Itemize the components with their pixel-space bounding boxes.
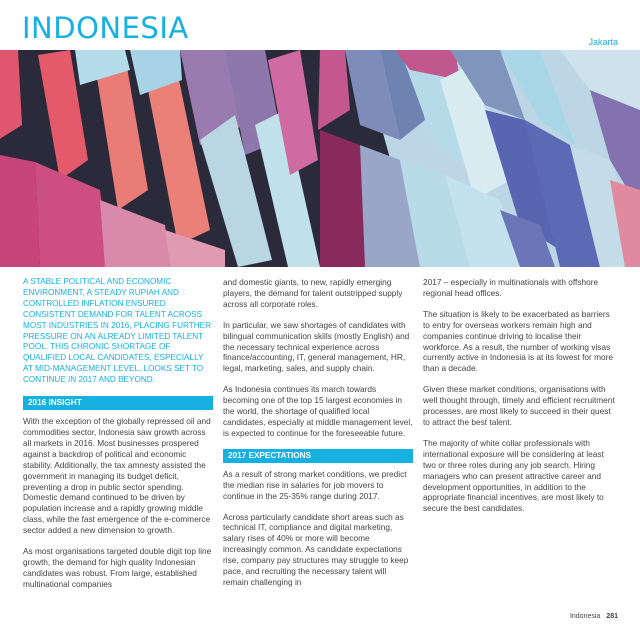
body-paragraph: Given these market conditions, organisations with well thought through, timely and efficient recruitment processes, are most likely to succeed in their quest to attract the best talent. <box>423 384 615 427</box>
body-paragraph: Across particularly candidate short areas such as technical IT, compliance and digital marketing, salary rises of 40% or more will become increasingly common. As candidate expectations rise, company pay structures may struggle to keep pace, and recruiting the necessary talent will remain challenging in <box>223 511 409 587</box>
lead-paragraph: A STABLE POLITICAL AND ECONOMIC ENVIRONMENT, A STEADY RUPIAH AND CONTROLLED INFLATION ENSURED CONSISTENT DEMAND FOR TALENT ACROSS MOST INDUSTRIES IN 2016, PLACING FURTHER PRESSURE ON AN ALREADY LIMITED TALENT POOL. THIS CHRONIC SHORTAGE OF QUALIFIED LOCAL CANDIDATES, ESPECIALLY AT MID-MANAGEMENT LEVEL, LOOKS SET TO CONTINUE IN 2017 AND BEYOND. <box>23 277 212 385</box>
city-label: Jakarta <box>588 37 618 47</box>
body-paragraph: The majority of white collar professionals with international exposure will be considering at least two or three roles during any job search. Hiring managers who can present attractive career and development opportunities, in addition to the appropriate financial incentives, are most likely to secure the best candidates. <box>423 437 604 514</box>
column-2 <box>223 277 413 598</box>
page-title: INDONESIA <box>22 11 189 45</box>
footer-section-label: Indonesia <box>569 613 601 620</box>
body-paragraph: As a result of strong market conditions, we predict the median rise in salaries for job movers to continue in the 25-35% range during 2017. <box>223 468 407 501</box>
column-1 <box>23 277 213 600</box>
body-paragraph: and domestic giants, to new, rapidly emerging players, the demand for talent outstripped supply across all corporate roles. <box>223 277 403 309</box>
body-paragraph: The situation is likely to be exacerbated as barriers to entry for overseas workers remain high and companies continue driving to localise their workforce. As a result, the number of working visas currently active in Indonesia is at its lowest for more than a decade. <box>423 308 613 374</box>
body-paragraph: As most organisations targeted double digit top line growth, the demand for high quality Indonesian candidates was robust. From large, established multinational companies <box>23 546 212 589</box>
hero-image <box>0 50 640 267</box>
body-paragraph: As Indonesia continues its march towards becoming one of the top 15 largest economies in the world, the shortage of qualified local candidates, especially at middle management level, is expected to continue for the foreseeable future. <box>223 384 413 438</box>
column-3 <box>423 277 618 524</box>
section-heading-2016-insight: 2016 INSIGHT <box>23 396 213 410</box>
body-paragraph: 2017 – especially in multinationals with offshore regional head offices. <box>423 277 599 298</box>
body-paragraph: With the exception of the globally repressed oil and commodities sector, Indonesia saw growth across all markets in 2016. Most businesses prospered against a backdrop of political and economic stability. Additionally, the tax amnesty assisted the government in managing its budget deficit, preventing a drop in public sector spending. Domestic demand continued to be driven by population increase and a rapidly growing middle class, while the fast emergence of the e-commerce sector added a new dimension to growth. <box>23 416 211 536</box>
page-footer <box>570 613 618 620</box>
section-heading-2017-expectations: 2017 EXPECTATIONS <box>223 449 413 463</box>
body-paragraph: In particular, we saw shortages of candidates with bilingual communication skills (mostly English) and the necessary technical experience across finance/accounting, IT, general management, HR, legal, marketing, sales, and supply chain. <box>223 319 410 374</box>
page-number: 281 <box>606 613 618 620</box>
